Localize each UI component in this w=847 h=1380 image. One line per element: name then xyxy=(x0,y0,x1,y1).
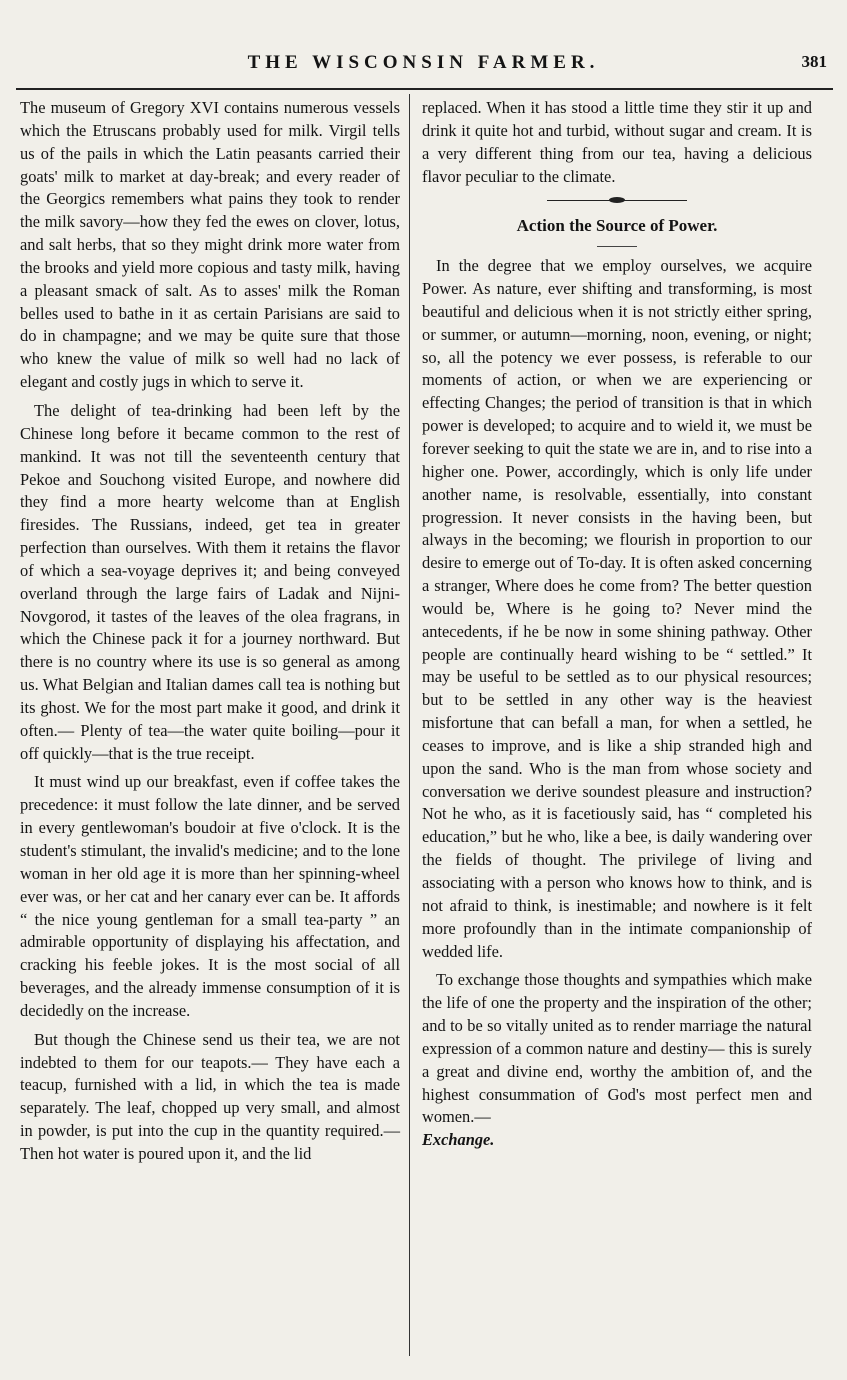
article-source: Exchange. xyxy=(422,1130,495,1150)
paragraph-teapots: But though the Chinese send us their tea, we are not indebted to them for our teapots.— They have each a teacup, furnished with a lid, in which the tea is made separately. The leaf, chopped up very small, and almost in powder, is put into the cup in the quantity required.— Then hot water is poured upon it, and the lid xyxy=(20,1029,400,1163)
page-header xyxy=(0,52,847,84)
paragraph-continuation: replaced. When it has stood a little time they stir it up and drink it quite hot and turbid, without sugar and cream. It is a very different thing from our tea, having a delicious flavor peculiar to the climate. xyxy=(422,98,812,186)
paragraph-exchange xyxy=(422,969,812,1152)
paragraph-breakfast: It must wind up our breakfast, even if coffee takes the precedence: it must follow the late dinner, and be served in every gentlewoman's boudoir at five o'clock. It is the student's stimulant, the invalid's medicine; and to the lone woman in her old age it is more than her spinning-wheel ever was, or her cat and her canary ever can be. It affords “ the nice young gentleman for a small tea-party ” an admirable opportunity of displaying his affectation, and cracking his feeble jokes. It is the most social of all beverages, and the already immense consumption of it is decidedly on the increase. xyxy=(20,772,400,1020)
paragraph-exchange-text: To exchange those thoughts and sympathies which make the life of one the property and the inspiration of the other; and to be so vitally united as to render marriage the natural expression of a common nature and destiny— this is surely a great and divine end, worthy the ambition of, and the highest consummation of God's most perfect men and women.— xyxy=(422,970,812,1127)
paragraph-power: In the degree that we employ ourselves, we acquire Power. As nature, ever shifting and transforming, is most beautiful and delicious when it is not strictly either spring, or summer, or autumn—morning, noon, evening, or night; so, all the potency we ever possess, is referable to our moments of action, or when we are experiencing or effecting Changes; the period of transition is that in which power is developed; to acquire and to wield it, we must be forever seeking to quit the state we are in, and to rise into a higher one. Power, accordingly, which is only life under another name, is resolvable, essentially, into constant progression. It never consists in the having been, but always in the becoming; we flourish in proportion to our desire to emerge out of To-day. It is often asked concerning a stranger, Where does he come from? The better question would be, Where is he going to? Never mind the antecedents, if he be now in some shining pathway. Other people are continually heard wishing to be “ settled.” It may be useful to be settled as to our physical resources; but to be settled in any other way is the heaviest misfortune that can befall a man, for when a settled, he ceases to improve, and is like a ship stranded high and upon the sand. Who is the man from whose society and conversation we derive soundest pleasure and instruction? Not he who, as it is facetiously said, has “ completed his education,” but he who, like a bee, is daily wandering over the fields of thought. The privilege of living and associating with a person who knows how to think, and is not afraid to think, is inestimable; and nowhere is it felt more profoundly than in the intimate companionship of wedded life. xyxy=(422,256,812,961)
header-rule xyxy=(16,88,833,90)
paragraph-tea-drinking: The delight of tea-drinking had been left by the Chinese long before it became common to the rest of mankind. It was not till the seventeenth century that Pekoe and Souchong visited Europe, and nowhere did they find a more hearty welcome than at English firesides. The Russians, indeed, get tea in greater perfection than ourselves. With them it retains the flavor of which a sea-voyage deprives it; and being conveyed overland through the large fairs of Ladak and Nijni-Novgorod, it tastes of the leaves of the olea fragrans, in which the Chinese pack it for a journey northward. But there is no country where its use is so general as among us. What Belgian and Italian dames call tea is nothing but its ghost. We for the most part make it good, and drink it often.— Plenty of tea—the water quite boiling—pour it off quickly—that is the true receipt. xyxy=(20,400,400,763)
heading-rule xyxy=(597,246,637,247)
page-number: 381 xyxy=(801,52,827,71)
paragraph-etruscan-milk: The museum of Gregory XVI contains numerous vessels which the Etruscans probably used for milk. Virgil tells us of the pails in which the Latin peasants carried their goats' milk to market at day-break; and every reader of the Georgics remembers what pains they took to render the milk savory—how they fed the ewes on clover, lotus, and salt herbs, that so they might drink more water from the brooks and yield more copious and tasty milk, having a pleasant smack of salt. As to asses' milk the Roman belles used to bathe in it as certain Parisians are said to do in champagne; and we may be quite sure that those who knew the value of milk so well had no lack of elegant and costly jugs in which to serve it. xyxy=(20,98,400,392)
right-column xyxy=(422,97,812,1158)
section-divider xyxy=(547,200,687,201)
left-column xyxy=(20,97,400,1172)
column-divider xyxy=(409,94,410,1356)
masthead-title: THE WISCONSIN FARMER. xyxy=(247,52,600,73)
article-heading: Action the Source of Power. xyxy=(516,216,718,236)
